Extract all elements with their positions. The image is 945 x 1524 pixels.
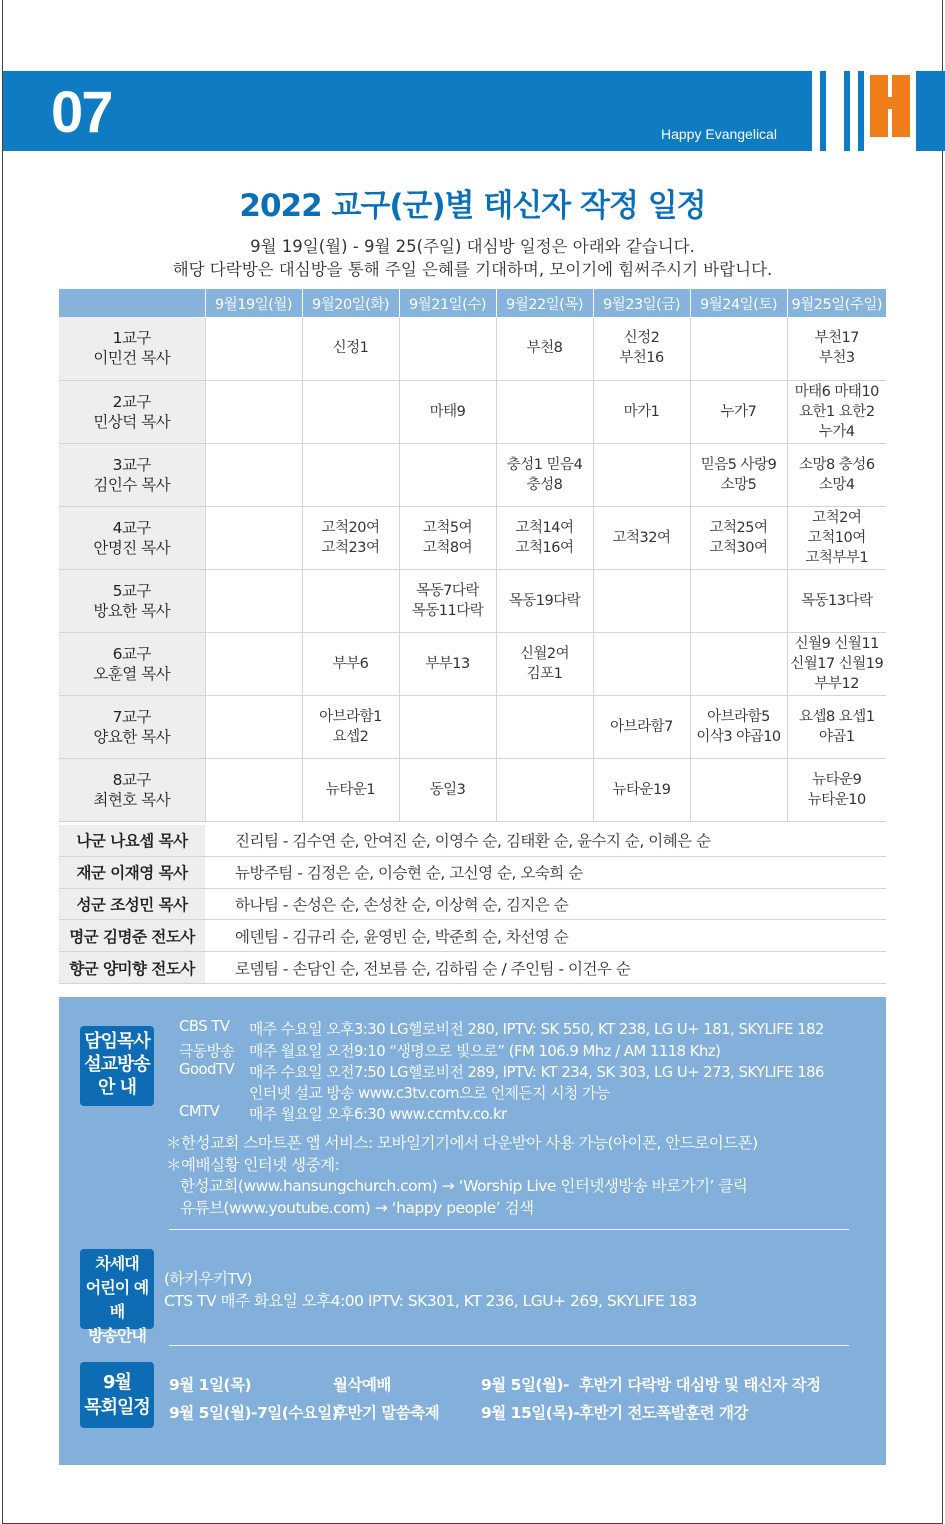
table-cell [690, 758, 787, 821]
broadcast-info-panel [59, 997, 886, 1465]
list-item [59, 857, 886, 889]
table-cell: 고척20여 고척23여 [302, 506, 399, 569]
leader-label: 명군 김명준 전도사 [59, 920, 205, 951]
event-name: 월삭예배 [333, 1376, 391, 1394]
team-members: 뉴방주팀 - 김정은 순, 이승현 순, 고신영 순, 오숙희 순 [235, 864, 583, 883]
table-cell: 마태6 마태10 요한1 요한2 누가4 [787, 380, 886, 443]
table-row [59, 632, 886, 695]
table-cell [205, 632, 302, 695]
table-cell: 마태9 [399, 380, 496, 443]
leader-label: 나군 나요셉 목사 [59, 825, 205, 856]
table-cell [302, 569, 399, 632]
column-header: 9월24일(토) [690, 289, 787, 317]
subtitle-line-2: 해당 다락방은 대심방을 통해 주일 은혜를 기대하며, 모이기에 힘써주시기 바랍니다. [172, 260, 773, 279]
table-cell: 부부6 [302, 632, 399, 695]
list-item [59, 825, 886, 857]
column-header: 9월19일(월) [205, 289, 302, 317]
table-cell: 아브라함1 요셉2 [302, 695, 399, 758]
table-cell: 뉴타운1 [302, 758, 399, 821]
table-cell: 신정1 [302, 317, 399, 380]
table-cell [205, 569, 302, 632]
list-item [59, 952, 886, 984]
table-cell [399, 695, 496, 758]
table-row [59, 443, 886, 506]
broadcast-label: CMTV [179, 1103, 220, 1120]
event-date: 9월 5일(월)-7일(수요일) [169, 1404, 339, 1422]
table-cell: 부천8 [496, 317, 593, 380]
table-cell: 고척32여 [593, 506, 690, 569]
table-cell [399, 317, 496, 380]
table-cell: 부천17 부천3 [787, 317, 886, 380]
broadcast-detail: 매주 월요일 오전9:10 “생명으로 빛으로” (FM 106.9 Mhz / AM 1118 Khz) [249, 1043, 721, 1060]
section-divider [169, 1229, 849, 1230]
table-cell: 고척2여 고척10여 고척부부1 [787, 506, 886, 569]
district-label: 1교구 이민건 목사 [59, 317, 205, 380]
sermon-broadcast-badge: 담임목사 설교방송 안 내 [80, 1026, 154, 1106]
table-cell [593, 632, 690, 695]
table-cell: 목동7다락 목동11다락 [399, 569, 496, 632]
kids-channel-name: (하키우키TV) [164, 1270, 253, 1288]
column-header: 9월20일(화) [302, 289, 399, 317]
table-cell [205, 695, 302, 758]
broadcast-label: CBS TV [179, 1018, 230, 1035]
table-cell [496, 695, 593, 758]
team-members: 진리팀 - 김수연 순, 안여진 순, 이영수 순, 김태환 순, 윤수지 순, 이혜은 순 [235, 832, 711, 851]
table-cell: 동일3 [399, 758, 496, 821]
page-header [3, 71, 945, 151]
district-label: 8교구 최현호 목사 [59, 758, 205, 821]
table-cell [205, 506, 302, 569]
homepage-link-note: 한성교회(www.hansungchurch.com) → ‘Worship Live 인터넷생방송 바로가기’ 클릭 [180, 1177, 748, 1195]
table-cell: 신월9 신월11 신월17 신월19 부부12 [787, 632, 886, 695]
table-row [59, 695, 886, 758]
broadcast-label: GoodTV [179, 1061, 235, 1078]
list-item [59, 920, 886, 952]
broadcast-detail: 매주 수요일 오후3:30 LG헬로비전 280, IPTV: SK 550, KT 238, LG U+ 181, SKYLIFE 182 [249, 1021, 824, 1038]
column-header: 9월22일(목) [496, 289, 593, 317]
page-number: 07 [51, 80, 112, 145]
table-cell [496, 380, 593, 443]
table-cell [399, 443, 496, 506]
table-cell: 소망8 충성6 소망4 [787, 443, 886, 506]
district-label: 6교구 오훈열 목사 [59, 632, 205, 695]
column-header: 9월25일(주일) [787, 289, 886, 317]
broadcast-detail: 매주 월요일 오후6:30 www.ccmtv.co.kr [249, 1106, 507, 1123]
subtitle-line-1: 9월 19일(월) - 9월 25(주일) 대심방 일정은 아래와 같습니다. [250, 237, 695, 256]
list-item [59, 889, 886, 921]
table-cell [302, 443, 399, 506]
table-cell [205, 758, 302, 821]
table-cell: 목동13다락 [787, 569, 886, 632]
table-cell: 신정2 부천16 [593, 317, 690, 380]
app-service-note: ＊한성교회 스마트폰 앱 서비스: 모바일기기에서 다운받아 사용 가능(아이폰, 안드로이드폰) [166, 1134, 758, 1152]
table-cell [205, 443, 302, 506]
table-header-row [59, 289, 886, 317]
table-cell: 부부13 [399, 632, 496, 695]
event-date: 9월 1일(목) [169, 1376, 252, 1394]
table-cell [690, 632, 787, 695]
table-cell [496, 758, 593, 821]
district-label: 4교구 안명진 목사 [59, 506, 205, 569]
table-cell: 고척14여 고척16여 [496, 506, 593, 569]
table-row [59, 506, 886, 569]
kids-broadcast-badge: 차세대 어린이 예배 방송안내 [80, 1249, 154, 1329]
table-cell: 누가7 [690, 380, 787, 443]
team-members: 에덴팀 - 김규리 순, 윤영빈 순, 박준희 순, 차선영 순 [235, 927, 569, 946]
leader-label: 재군 이재영 목사 [59, 857, 205, 888]
table-cell: 충성1 믿음4 충성8 [496, 443, 593, 506]
group-leaders-list [59, 825, 886, 984]
header-tagline: Happy Evangelical [661, 126, 777, 142]
column-header [59, 289, 205, 317]
table-row [59, 758, 886, 821]
table-cell: 아브라함7 [593, 695, 690, 758]
column-header: 9월21일(수) [399, 289, 496, 317]
table-cell: 신월2여 김포1 [496, 632, 593, 695]
table-cell: 목동19다락 [496, 569, 593, 632]
visit-schedule-table [59, 289, 886, 822]
broadcast-label: 극동방송 [179, 1043, 235, 1060]
table-cell: 뉴타운9 뉴타운10 [787, 758, 886, 821]
broadcast-detail: 인터넷 설교 방송 www.c3tv.com으로 언제든지 시청 가능 [249, 1085, 610, 1102]
table-row [59, 380, 886, 443]
column-header: 9월23일(금) [593, 289, 690, 317]
table-cell: 고척25여 고척30여 [690, 506, 787, 569]
leader-label: 성군 조성민 목사 [59, 889, 205, 920]
district-label: 3교구 김인수 목사 [59, 443, 205, 506]
table-cell [593, 569, 690, 632]
team-members: 하나팀 - 손성은 순, 손성찬 순, 이상혁 순, 김지은 순 [235, 895, 569, 914]
broadcast-detail: 매주 수요일 오전7:50 LG헬로비전 289, IPTV: KT 234, SK 303, LG U+ 273, SKYLIFE 186 [249, 1064, 824, 1081]
event-name: 후반기 전도폭발훈련 개강 [579, 1404, 748, 1422]
table-cell: 아브라함5 이삭3 야곱10 [690, 695, 787, 758]
leader-label: 향군 양미향 전도사 [59, 952, 205, 983]
kids-broadcast-detail: CTS TV 매주 화요일 오후4:00 IPTV: SK301, KT 236, LGU+ 269, SKYLIFE 183 [164, 1292, 697, 1310]
event-date: 9월 5일(월)- [481, 1376, 569, 1394]
district-label: 5교구 방요한 목사 [59, 569, 205, 632]
youtube-link-note: 유튜브(www.youtube.com) → ‘happy people’ 검색 [180, 1199, 534, 1217]
table-row [59, 317, 886, 380]
district-label: 2교구 민상덕 목사 [59, 380, 205, 443]
district-label: 7교구 양요한 목사 [59, 695, 205, 758]
page-title: 2022 교구(군)별 태신자 작정 일정 [239, 188, 706, 224]
team-members: 로뎀팀 - 손담인 순, 전보름 순, 김하림 순 / 주인팀 - 이건우 순 [235, 959, 631, 978]
ministry-schedule-badge: 9월 목회일정 [80, 1362, 154, 1428]
event-date: 9월 15일(목)- [481, 1404, 580, 1422]
table-cell [593, 443, 690, 506]
table-cell: 뉴타운19 [593, 758, 690, 821]
table-cell [205, 317, 302, 380]
table-cell: 믿음5 사랑9 소망5 [690, 443, 787, 506]
live-stream-note: ＊예배실황 인터넷 생중계: [166, 1156, 340, 1174]
table-cell [302, 380, 399, 443]
table-cell: 고척5여 고척8여 [399, 506, 496, 569]
event-name: 후반기 말씀축제 [333, 1404, 440, 1422]
table-cell [690, 569, 787, 632]
table-cell: 요셉8 요셉1 야곱1 [787, 695, 886, 758]
section-divider [169, 1345, 849, 1346]
table-cell [205, 380, 302, 443]
event-name: 후반기 다락방 대심방 및 태신자 작정 [579, 1376, 821, 1394]
table-cell: 마가1 [593, 380, 690, 443]
table-cell [690, 317, 787, 380]
church-logo [798, 71, 945, 151]
table-row [59, 569, 886, 632]
